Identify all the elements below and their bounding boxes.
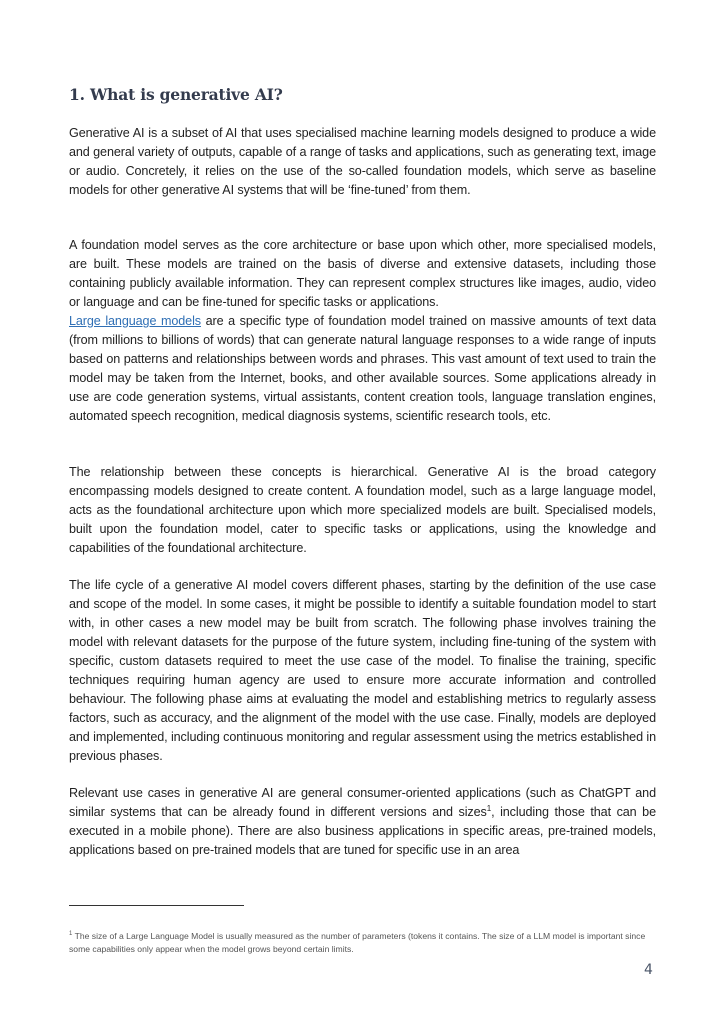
footnote-reference[interactable]: 1 [486, 803, 492, 813]
paragraph-text: Relevant use cases in generative AI are general consumer-oriented applications (such as ChatGPT and similar systems that can be already found in different versions and sizes [69, 786, 656, 819]
footnote-text: The size of a Large Language Model is usually measured as the number of parameters (tokens it contains. The size of a LLM model is important since some capabilities only appear when the model grows beyond certain limits. [69, 931, 646, 954]
paragraph-text: are a specific type of foundation model trained on massive amounts of text data (from millions to billions of words) that can generate natural language responses to a wide range of inputs based on patterns and relationships between words and phrases. This vast amount of text used to train the model may be taken from the Internet, books, and other available sources. Some applications already in use are code generation systems, virtual assistants, content creation tools, language translation engines, automated speech recognition, medical diagnosis systems, scientific research tools, etc. [69, 314, 656, 423]
footnote [69, 930, 656, 956]
paragraph-foundation-model: A foundation model serves as the core architecture or base upon which other, more specialised models, are built. These models are trained on the basis of diverse and extensive datasets, including those containing publicly available information. They can represent complex structures like images, audio, video or language and can be fine-tuned for specific tasks or applications. [69, 238, 656, 309]
paragraph-use-cases [69, 784, 656, 860]
paragraph-large-language-models [69, 312, 656, 426]
large-language-models-link[interactable]: Large language models [69, 314, 201, 328]
paragraph-hierarchy: The relationship between these concepts is hierarchical. Generative AI is the broad category encompassing models designed to create content. A foundation model, such as a large language model, acts as the foundational architecture upon which more specialized models are built. Specialised models, built upon the foundation model, cater to specific tasks or applications, using the knowledge and capabilities of the foundational architecture. [69, 465, 656, 555]
page-number: 4 [644, 962, 653, 978]
paragraph-life-cycle: The life cycle of a generative AI model covers different phases, starting by the definition of the use case and scope of the model. In some cases, it might be possible to identify a suitable foundation model to start with, in other cases a new model may be built from scratch. The following phase involves training the model with relevant datasets for the purpose of the future system, including fine-tuning of the system with specific, custom datasets required to meet the use case of the model. To finalise the training, specific techniques requiring human agency are used to ensure more accurate information and controlled behaviour. The following phase aims at evaluating the model and establishing metrics to regularly assess factors, such as accuracy, and the alignment of the model with the use case. Finally, models are deployed and implemented, including continuous monitoring and regular assessment using the metrics established in previous phases. [69, 578, 656, 763]
footnote-marker: 1 [69, 931, 73, 938]
paragraph-generative-ai-definition: Generative AI is a subset of AI that uses specialised machine learning models designed to produce a wide and general variety of outputs, capable of a range of tasks and applications, such as generating text, image or audio. Concretely, it relies on the use of the so-called foundation models, which serve as baseline models for other generative AI systems that will be ‘fine-tuned’ from them. [69, 126, 656, 197]
footnote-divider [69, 905, 244, 906]
section-heading: 1. What is generative AI? [69, 85, 283, 104]
paragraph-text: , including those that can be executed in a mobile phone). There are also business applications in specific areas, pre-trained models, applications based on pre-trained models that are tuned for specific use in an area [69, 805, 656, 857]
